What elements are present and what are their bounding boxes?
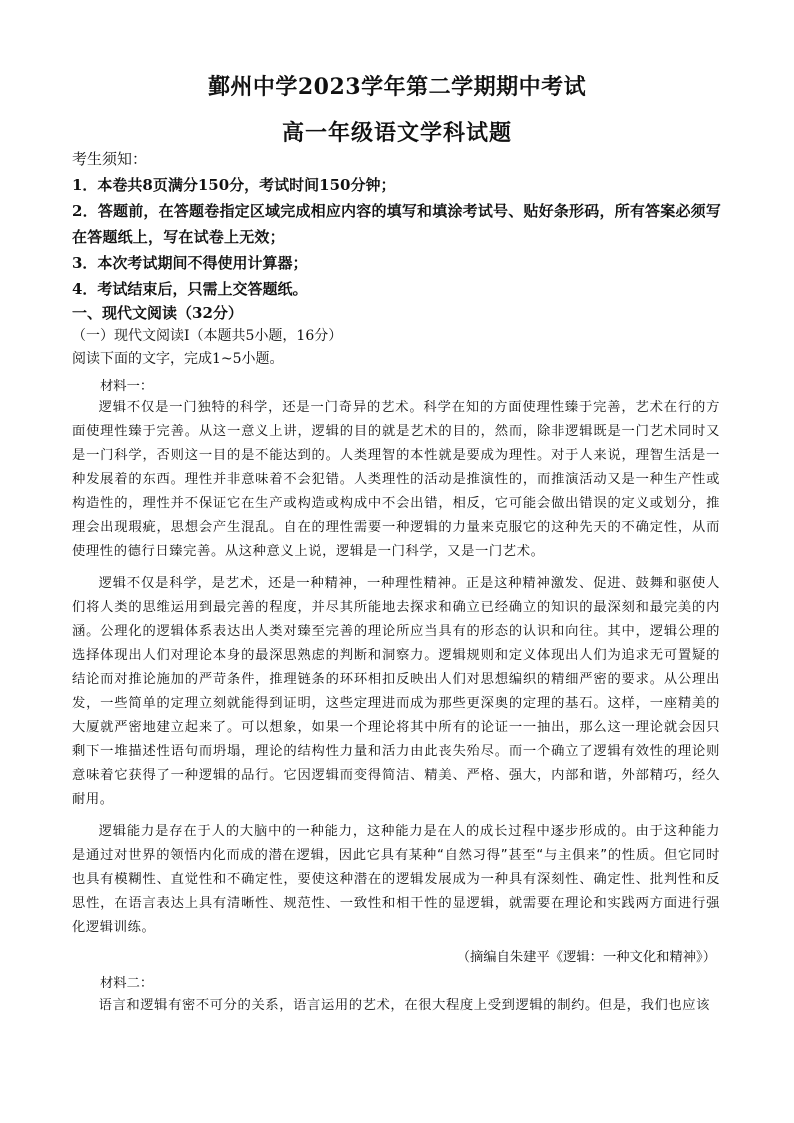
notice-item-3: 3．本次考试期间不得使用计算器； <box>72 254 308 272</box>
material-1-paragraph-1: 逻辑不仅是一门独特的科学，还是一门奇异的艺术。科学在知的方面使理性臻于完善，艺术在行的方面使理性臻于完善。从这一意义上讲，逻辑的目的就是艺术的目的，然而，除非逻辑既是一门艺术同时又是一门科学，否则这一目的是不能达到的。人类理智的本性就是要成为理性。对于人来说，理智生活是一种发展着的东西。理性并非意味着不会犯错。人类理性的活动是推演性的，而推演活动又是一种生产性或构造性的，理性并不保证它在生产或构造或构成中不会出错，相反，它可能会做出错误的定义或划分，推理会出现瑕疵，思想会产生混乱。自在的理性需要一种逻辑的力量来克服它的这种先天的不确定性，从而使理性的德行日臻完善。从这种意义上说，逻辑是一门科学，又是一门艺术。 <box>72 400 720 559</box>
material-1-paragraph-3: 逻辑能力是存在于人的大脑中的一种能力，这种能力是在人的成长过程中逐步形成的。由于这种能力是通过对世界的领悟内化而成的潜在逻辑，因此它具有某种“自然习得”甚至“与主俱来”的性质。但它同时也具有模糊性、直觉性和不确定性，要使这种潜在的逻辑发展成为一种具有深刻性、确定性、批判性和反思性，在语言表达上具有清晰性、规范性、一致性和相干性的显逻辑，就需要在理论和实践两方面进行强化逻辑训练。 <box>72 824 720 935</box>
notice-heading: 考生须知： <box>72 150 148 168</box>
exam-title: 鄞州中学2023学年第二学期期中考试 <box>207 74 587 100</box>
notice-item-1: 1．本卷共8页满分150分，考试时间150分钟； <box>72 176 396 194</box>
section-heading: 一、现代文阅读（32分） <box>72 304 243 322</box>
material-2-label: 材料二： <box>100 976 154 991</box>
exam-subtitle: 高一年级语文学科试题 <box>281 120 512 146</box>
material-1-label: 材料一： <box>100 379 154 394</box>
material-1-paragraph-2: 逻辑不仅是科学，是艺术，还是一种精神，一种理性精神。正是这种精神激发、促进、鼓舞和驱使人们将人类的思维运用到最完善的程度，并尽其所能地去探求和确立已经确立的知识的最深刻和最完美的内涵。公理化的逻辑体系表达出人类对臻至完善的理论所应当具有的形态的认识和向往。其中，逻辑公理的选择体现出人们对理论本身的最深思熟虑的判断和洞察力。逻辑规则和定义体现出人们为追求无可置疑的结论而对推论施加的严苛条件，推理链条的环环相扣反映出人们对思想编织的精细严密的要求。从公理出发，一些简单的定理立刻就能得到证明，这些定理进而成为那些更深奥的定理的基石。这样，一座精美的大厦就严密地建立起来了。可以想象，如果一个理论将其中所有的论证一一抽出，那么这一理论就会因只剩下一堆描述性语句而坍塌，理论的结构性力量和活力由此丧失殆尽。而一个确立了逻辑有效性的理论则意味着它获得了一种逻辑的品行。它因逻辑而变得简洁、精美、严格、强大，内部和谐，外部精巧，经久耐用。 <box>72 576 720 807</box>
notice-item-2: 2．答题前，在答题卷指定区域完成相应内容的填写和填涂考试号、贴好条形码，所有答案必须写在答题纸上，写在试卷上无效； <box>72 202 722 246</box>
reading-instruction: 阅读下面的文字，完成1~5小题。 <box>72 351 284 367</box>
section-subheading: （一）现代文阅读Ⅰ（本题共5小题，16分） <box>72 328 343 344</box>
material-1-source: （摘编自朱建平《逻辑：一种文化和精神》） <box>456 950 716 965</box>
material-2-paragraph-1: 语言和逻辑有密不可分的关系，语言运用的艺术，在很大程度上受到逻辑的制约。但是，我们也应该 <box>98 998 711 1013</box>
notice-item-4: 4．考试结束后，只需上交答题纸。 <box>72 280 308 298</box>
